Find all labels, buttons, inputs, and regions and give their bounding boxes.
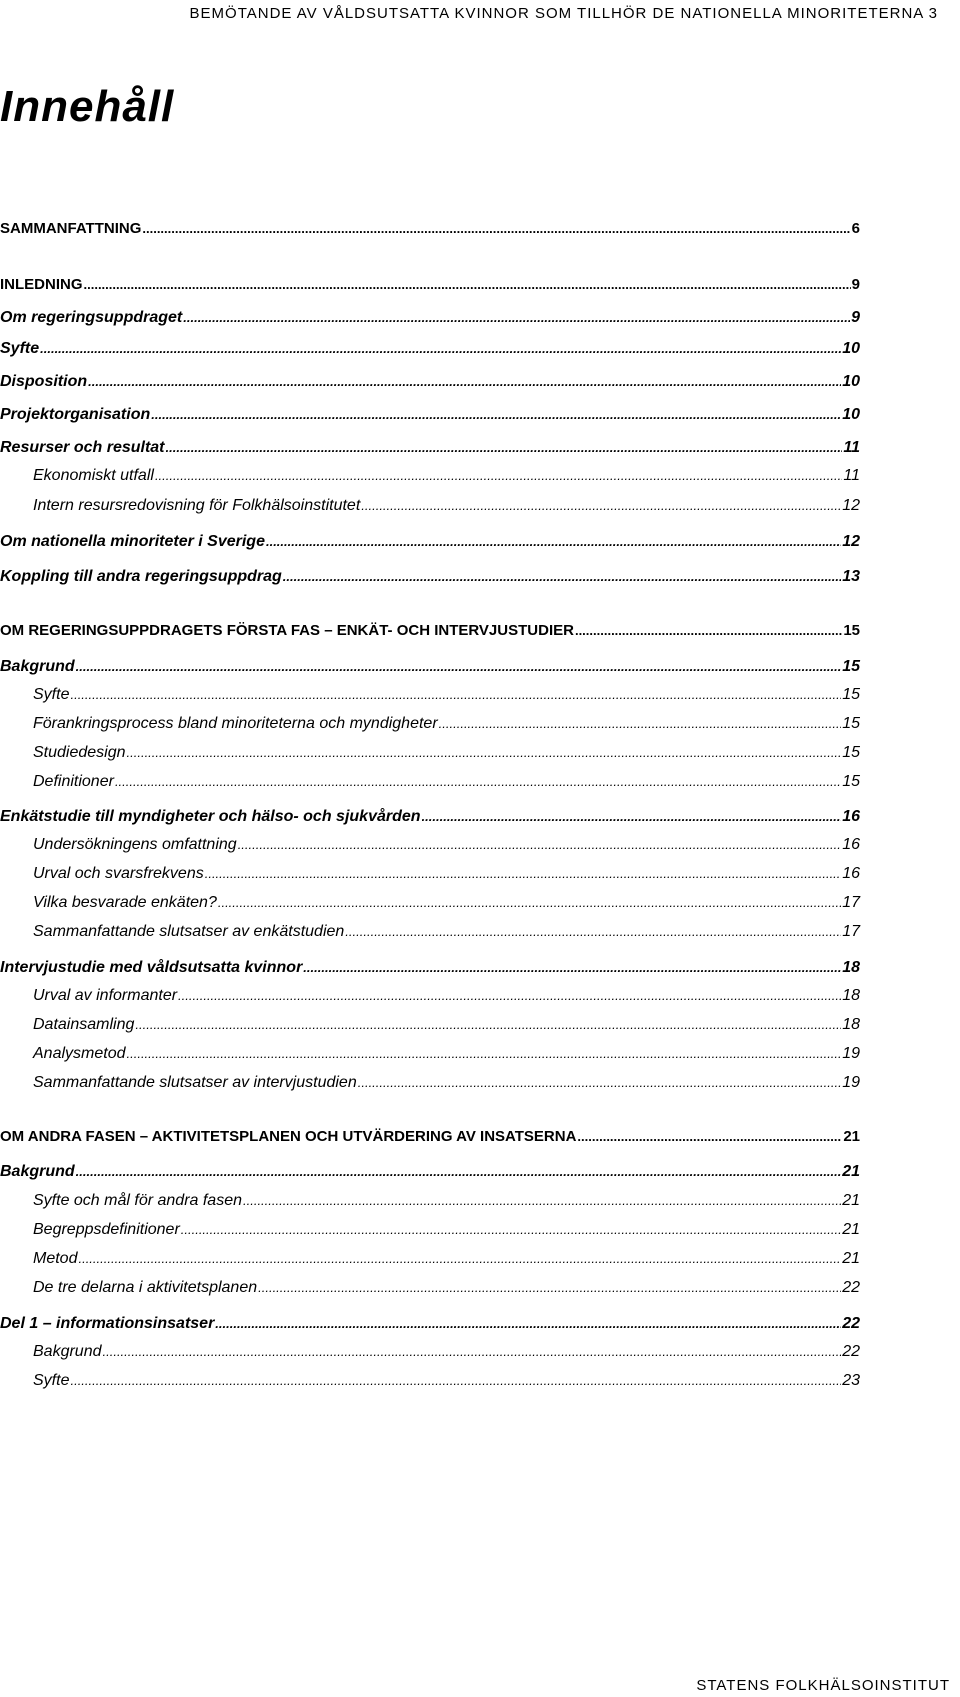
toc-entry[interactable] (33, 923, 860, 941)
toc-entry[interactable] (33, 1343, 860, 1361)
toc-entry[interactable] (0, 808, 860, 826)
dot-leader (127, 1045, 842, 1063)
dot-leader (266, 533, 841, 551)
dot-leader (439, 715, 842, 733)
toc-entry[interactable] (33, 715, 860, 733)
toc-entry[interactable] (0, 309, 860, 327)
dot-leader (40, 340, 841, 358)
toc-entry[interactable] (33, 1016, 860, 1034)
toc-page: 15 (842, 744, 860, 761)
toc-entry[interactable] (33, 894, 860, 912)
toc-entry[interactable] (33, 1045, 860, 1063)
toc-page: 10 (842, 406, 860, 423)
toc-page: 21 (842, 1250, 860, 1267)
dot-leader (178, 987, 841, 1005)
toc-page: 15 (842, 715, 860, 732)
dot-leader (78, 1250, 841, 1268)
toc-page: 19 (842, 1074, 860, 1091)
dot-leader (183, 309, 850, 327)
page-title: Innehåll (0, 82, 175, 131)
toc-label: Undersökningens omfattning (33, 836, 237, 853)
toc-label: Intervjustudie med våldsutsatta kvinnor (0, 959, 303, 976)
toc-label: Sammanfattande slutsatser av enkätstudien (33, 923, 345, 940)
toc-entry[interactable] (0, 1315, 860, 1333)
toc-entry[interactable] (0, 276, 860, 293)
dot-leader (84, 276, 851, 293)
toc-page: 18 (842, 987, 860, 1004)
dot-leader (238, 836, 842, 854)
toc-page: 16 (842, 865, 860, 882)
toc-label: Urval av informanter (33, 987, 178, 1004)
toc-page: 16 (842, 808, 860, 825)
toc-page: 16 (842, 836, 860, 853)
dot-leader (303, 959, 841, 977)
toc-entry[interactable] (33, 467, 860, 485)
dot-leader (76, 658, 842, 676)
dot-leader (127, 744, 842, 762)
dot-leader (361, 497, 841, 515)
dot-leader (243, 1192, 841, 1210)
toc-page: 9 (851, 276, 860, 293)
toc-label: Disposition (0, 373, 88, 390)
dot-leader (88, 373, 841, 391)
toc-label: Studiedesign (33, 744, 126, 761)
dot-leader (70, 686, 841, 704)
dot-leader (577, 1128, 842, 1145)
toc-page: 22 (842, 1343, 860, 1360)
toc-page: 21 (842, 1221, 860, 1238)
toc-entry[interactable] (0, 568, 860, 586)
toc-entry[interactable] (0, 439, 860, 457)
toc-label: Bakgrund (0, 658, 75, 675)
toc-page: 21 (843, 1128, 860, 1145)
toc-entry[interactable] (33, 1192, 860, 1210)
toc-entry[interactable] (0, 220, 860, 237)
dot-leader (76, 1163, 842, 1181)
toc-label: INLEDNING (0, 276, 83, 293)
toc-entry[interactable] (0, 340, 860, 358)
dot-leader (345, 923, 841, 941)
toc-page: 19 (842, 1045, 860, 1062)
toc-page: 15 (842, 658, 860, 675)
toc-entry[interactable] (33, 836, 860, 854)
toc-label: Sammanfattande slutsatser av intervjustudien (33, 1074, 357, 1091)
toc-entry[interactable] (0, 959, 860, 977)
dot-leader (142, 220, 850, 237)
running-header: BEMÖTANDE AV VÅLDSUTSATTA KVINNOR SOM TILLHÖR DE NATIONELLA MINORITETERNA 3 (189, 5, 938, 22)
toc-page: 11 (843, 467, 860, 484)
toc-label: Syfte (33, 686, 70, 703)
toc-page: 22 (842, 1315, 860, 1332)
toc-entry[interactable] (33, 865, 860, 883)
toc-page: 18 (842, 1016, 860, 1033)
toc-page: 10 (842, 340, 860, 357)
toc-page: 18 (842, 959, 860, 976)
toc-label: Resurser och resultat (0, 439, 165, 456)
toc-label: Om nationella minoriteter i Sverige (0, 533, 265, 550)
toc-entry[interactable] (33, 987, 860, 1005)
toc-page: 17 (842, 923, 860, 940)
toc-label: OM ANDRA FASEN – AKTIVITETSPLANEN OCH UTVÄRDERING AV INSATSERNA (0, 1128, 577, 1145)
dot-leader (258, 1279, 841, 1297)
dot-leader (70, 1372, 841, 1390)
toc-entry[interactable] (0, 533, 860, 551)
dot-leader (205, 865, 841, 883)
toc-label: De tre delarna i aktivitetsplanen (33, 1279, 258, 1296)
toc-entry[interactable] (33, 1221, 860, 1239)
dot-leader (151, 406, 841, 424)
toc-label: Metod (33, 1250, 78, 1267)
toc-label: SAMMANFATTNING (0, 220, 142, 237)
toc-label: Datainsamling (33, 1016, 135, 1033)
toc-entry[interactable] (33, 773, 860, 791)
toc-page: 10 (842, 373, 860, 390)
toc-label: Intern resursredovisning för Folkhälsoinstitutet (33, 497, 361, 514)
toc-label: Bakgrund (0, 1163, 75, 1180)
toc-entry[interactable] (0, 658, 860, 676)
dot-leader (422, 808, 842, 826)
toc-page: 13 (842, 568, 860, 585)
dot-leader (155, 467, 842, 485)
toc-label: Begreppsdefinitioner (33, 1221, 180, 1238)
toc-label: Definitioner (33, 773, 114, 790)
toc-label: Del 1 – informationsinsatser (0, 1315, 215, 1332)
dot-leader (575, 622, 842, 639)
toc-label: Syfte och mål för andra fasen (33, 1192, 242, 1209)
toc-entry[interactable] (0, 1163, 860, 1181)
dot-leader (115, 773, 841, 791)
toc-page: 23 (842, 1372, 860, 1389)
toc-label: Bakgrund (33, 1343, 102, 1360)
toc-page: 15 (843, 622, 860, 639)
toc-entry[interactable] (0, 1128, 860, 1145)
toc-label: Vilka besvarade enkäten? (33, 894, 217, 911)
dot-leader (283, 568, 841, 586)
toc-label: Projektorganisation (0, 406, 151, 423)
toc-entry[interactable] (33, 497, 860, 515)
toc-entry[interactable] (33, 1074, 860, 1092)
toc-page: 12 (842, 533, 860, 550)
dot-leader (103, 1343, 842, 1361)
toc-entry[interactable] (0, 622, 860, 639)
toc-entry[interactable] (0, 373, 860, 391)
running-footer: STATENS FOLKHÄLSOINSTITUT (696, 1677, 950, 1694)
toc-page: 15 (842, 773, 860, 790)
toc-label: Om regeringsuppdraget (0, 309, 183, 326)
toc-entry[interactable] (33, 1250, 860, 1268)
toc-label: Syfte (33, 1372, 70, 1389)
toc-page: 17 (842, 894, 860, 911)
toc-entry[interactable] (0, 406, 860, 424)
toc-label: Enkätstudie till myndigheter och hälso- och sjukvården (0, 808, 421, 825)
toc-entry[interactable] (33, 1372, 860, 1390)
toc-page: 15 (842, 686, 860, 703)
toc-label: Förankringsprocess bland minoriteterna och myndigheter (33, 715, 438, 732)
toc-label: Koppling till andra regeringsuppdrag (0, 568, 282, 585)
dot-leader (135, 1016, 841, 1034)
toc-label: Ekonomiskt utfall (33, 467, 154, 484)
toc-label: Analysmetod (33, 1045, 126, 1062)
dot-leader (358, 1074, 841, 1092)
toc-entry[interactable] (33, 744, 860, 762)
toc-page: 22 (842, 1279, 860, 1296)
dot-leader (218, 894, 841, 912)
toc-page: 12 (842, 497, 860, 514)
toc-page: 11 (843, 439, 860, 456)
toc-label: Syfte (0, 340, 40, 357)
dot-leader (215, 1315, 841, 1333)
toc-page: 6 (851, 220, 860, 237)
dot-leader (166, 439, 843, 457)
toc-entry[interactable] (33, 1279, 860, 1297)
toc-page: 21 (842, 1192, 860, 1209)
toc-entry[interactable] (33, 686, 860, 704)
toc-label: OM REGERINGSUPPDRAGETS FÖRSTA FAS – ENKÄT- OCH INTERVJUSTUDIER (0, 622, 574, 639)
toc-page: 21 (842, 1163, 860, 1180)
dot-leader (181, 1221, 841, 1239)
toc-page: 9 (851, 309, 860, 326)
toc-label: Urval och svarsfrekvens (33, 865, 204, 882)
